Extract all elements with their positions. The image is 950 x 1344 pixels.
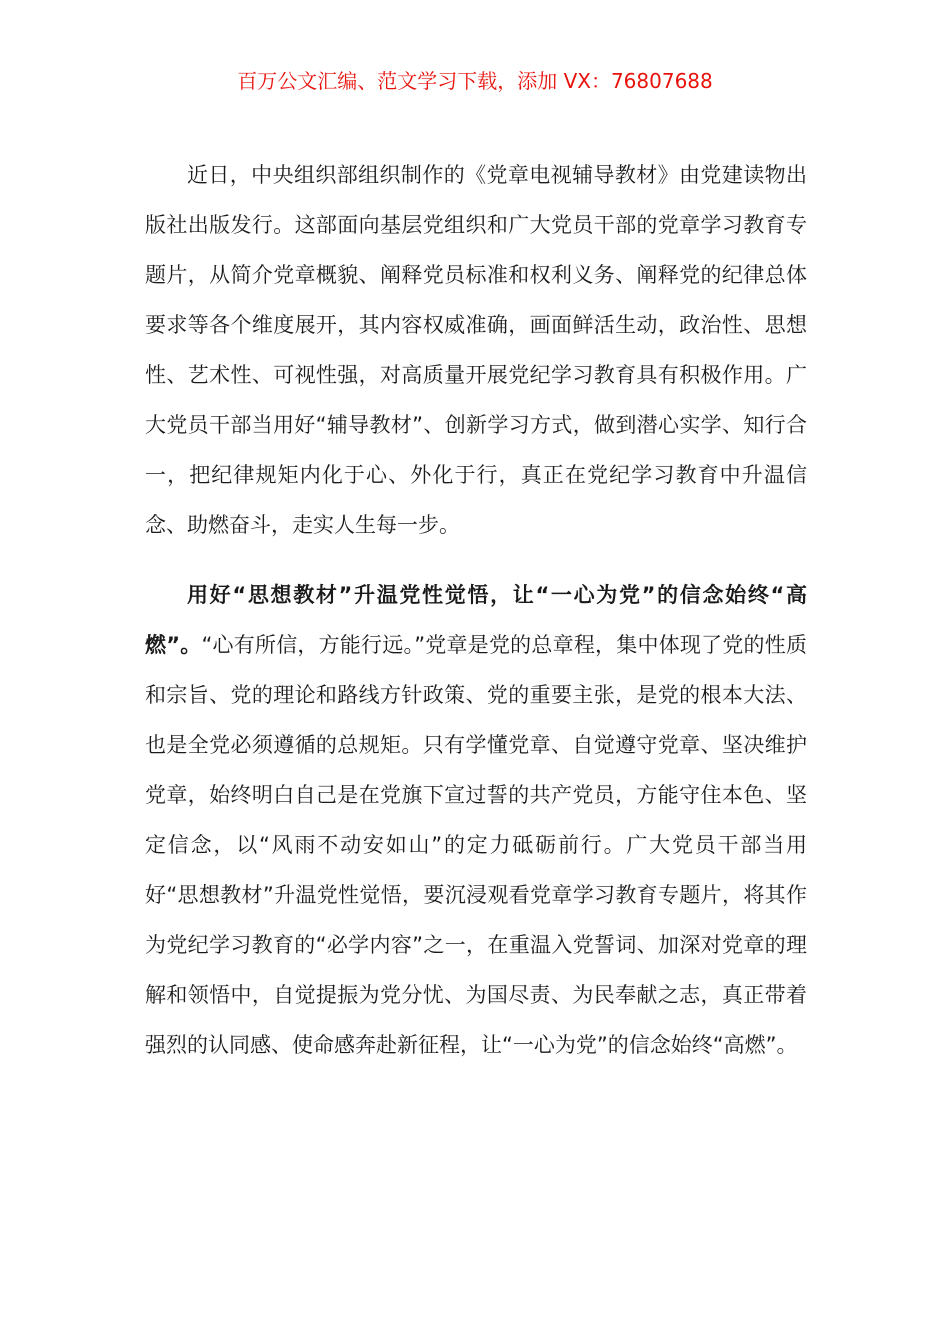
- paragraph-section-1: [145, 570, 807, 1070]
- document-body: [145, 150, 807, 1070]
- paragraph-intro: 近日，中央组织部组织制作的《党章电视辅导教材》由党建读物出版社出版发行。这部面向基层党组织和广大党员干部的党章学习教育专题片，从简介党章概貌、阐释党员标准和权利义务、阐释党的纪律总体要求等各个维度展开，其内容权威准确，画面鲜活生动，政治性、思想性、艺术性、可视性强，对高质量开展党纪学习教育具有积极作用。广大党员干部当用好“辅导教材”、创新学习方式，做到潜心实学、知行合一，把纪律规矩内化于心、外化于行，真正在党纪学习教育中升温信念、助燃奋斗，走实人生每一步。: [145, 163, 807, 537]
- section-heading: 用好“思想教材”升温党性觉悟，让“一心为党”的信念始终“高燃”。: [145, 583, 807, 657]
- watermark-header: 百万公文汇编、范文学习下载，添加 VX：76807688: [237, 69, 713, 93]
- section-body: “心有所信，方能行远。”党章是党的总章程，集中体现了党的性质和宗旨、党的理论和路线方针政策、党的重要主张，是党的根本大法、也是全党必须遵循的总规矩。只有学懂党章、自觉遵守党章、坚决维护党章，始终明白自己是在党旗下宣过誓的共产党员，方能守住本色、坚定信念，以“风雨不动安如山”的定力砥砺前行。广大党员干部当用好“思想教材”升温党性觉悟，要沉浸观看党章学习教育专题片，将其作为党纪学习教育的“必学内容”之一，在重温入党誓词、加深对党章的理解和领悟中，自觉提振为党分忧、为国尽责、为民奉献之志，真正带着强烈的认同感、使命感奔赴新征程，让“一心为党”的信念始终“高燃”。: [145, 633, 807, 1057]
